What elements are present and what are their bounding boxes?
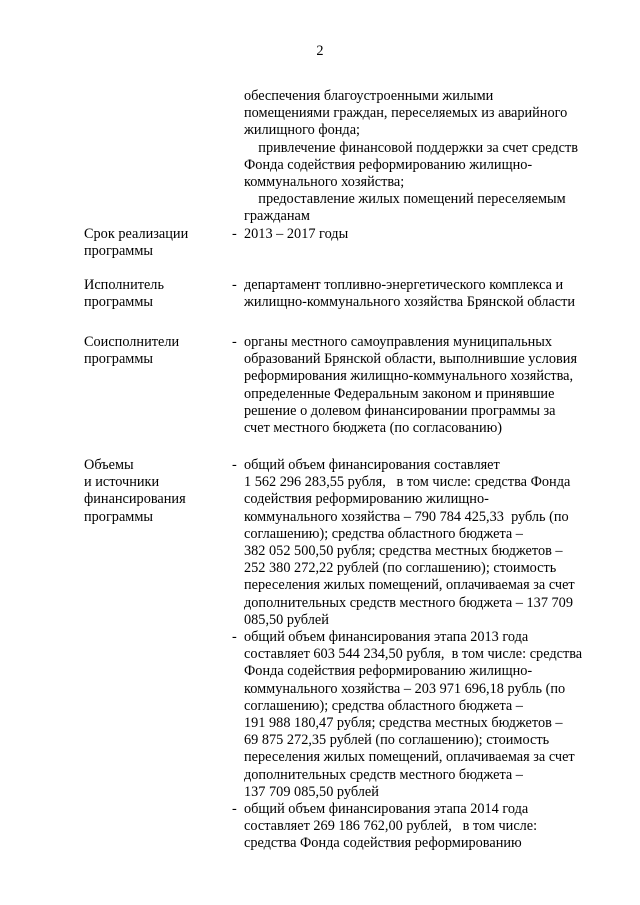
section-text-line: 085,50 рублей — [244, 611, 329, 628]
bullet-dash: - — [232, 801, 237, 817]
section-text-line: 2013 – 2017 годы — [244, 226, 349, 242]
page-number: 2 — [316, 43, 324, 59]
section-text-line: счет местного бюджета (по согласованию) — [244, 420, 503, 436]
section-label-line: Соисполнители — [84, 334, 180, 350]
section-text-line: 137 709 085,50 рублей — [244, 783, 379, 800]
section-text-line: Фонда содействия реформированию жилищно- — [244, 663, 533, 680]
section-text-line: 382 052 500,50 рубля; средства местных бюджетов – — [244, 543, 563, 559]
section-text-line: жилищно-коммунального хозяйства Брянской области — [244, 294, 576, 311]
section-label-line: программы — [84, 294, 154, 311]
section-text-line: составляет 603 544 234,50 рубля, в том числе: средства — [244, 646, 583, 663]
section-text-line: департамент топливно-энергетического комплекса и — [244, 277, 564, 293]
section-text-line: содействия реформированию жилищно- — [244, 491, 489, 508]
bullet-dash: - — [232, 277, 237, 293]
section-label-line: Исполнитель — [84, 277, 164, 293]
section-text-line: дополнительных средств местного бюджета – 137 709 — [244, 594, 573, 611]
section-label-line: Объемы — [84, 457, 134, 473]
intro-line: предоставление жилых помещений переселяемым — [244, 191, 566, 208]
intro-line: обеспечения благоустроенными жилыми — [244, 88, 494, 104]
section-text-line: соглашению); средства областного бюджета – — [244, 697, 523, 714]
intro-line: привлечение финансовой поддержки за счет средств — [244, 139, 579, 156]
section-text-line: коммунального хозяйства – 790 784 425,33 рубль (по — [244, 508, 569, 525]
section-label-line: программы — [84, 508, 154, 525]
section-text-line: образований Брянской области, выполнившие условия — [244, 351, 578, 368]
section-text-line: 1 562 296 283,55 рубля, в том числе: средства Фонда — [244, 474, 571, 491]
section-label-line: программы — [84, 243, 154, 260]
bullet-dash: - — [232, 457, 237, 473]
bullet-dash: - — [232, 226, 237, 242]
intro-line: жилищного фонда; — [244, 122, 361, 139]
intro-line: помещениями граждан, переселяемых из аварийного — [244, 105, 568, 122]
intro-line: коммунального хозяйства; — [244, 174, 405, 190]
section-label-line: Срок реализации — [84, 226, 189, 242]
section-text-line: коммунального хозяйства – 203 971 696,18 рубль (по — [244, 680, 566, 697]
section-text-line: решение о долевом финансировании программы за — [244, 402, 556, 419]
section-text-line: дополнительных средств местного бюджета – — [244, 766, 523, 783]
section-text-line: переселения жилых помещений, оплачиваемая за счет — [244, 577, 575, 594]
section-label-line: и источники — [84, 474, 160, 491]
intro-line: Фонда содействия реформированию жилищно- — [244, 156, 533, 173]
section-text-line: определенные Федеральным законом и принявшие — [244, 385, 555, 402]
bullet-dash: - — [232, 629, 237, 645]
section-text-line: органы местного самоуправления муниципальных — [244, 334, 552, 350]
section-text-line: составляет 269 186 762,00 рублей, в том числе: — [244, 818, 538, 835]
section-text-line: общий объем финансирования этапа 2013 года — [244, 629, 529, 645]
section-text-line: реформирования жилищно-коммунального хозяйства, — [244, 368, 574, 385]
section-text-line: общий объем финансирования составляет — [244, 457, 500, 473]
bullet-dash: - — [232, 334, 237, 350]
section-text-line: общий объем финансирования этапа 2014 года — [244, 801, 529, 817]
section-text-line: соглашению); средства областного бюджета – — [244, 525, 523, 542]
section-text-line: 69 875 272,35 рублей (по соглашению); стоимость — [244, 732, 550, 749]
section-text-line: 252 380 272,22 рублей (по соглашению); стоимость — [244, 560, 557, 577]
section-label-line: программы — [84, 351, 154, 368]
section-text-line: переселения жилых помещений, оплачиваемая за счет — [244, 749, 575, 766]
section-text-line: 191 988 180,47 рубля; средства местных бюджетов – — [244, 715, 563, 731]
section-text-line: средства Фонда содействия реформированию — [244, 835, 522, 852]
section-label-line: финансирования — [84, 491, 186, 508]
intro-line: гражданам — [244, 208, 310, 225]
